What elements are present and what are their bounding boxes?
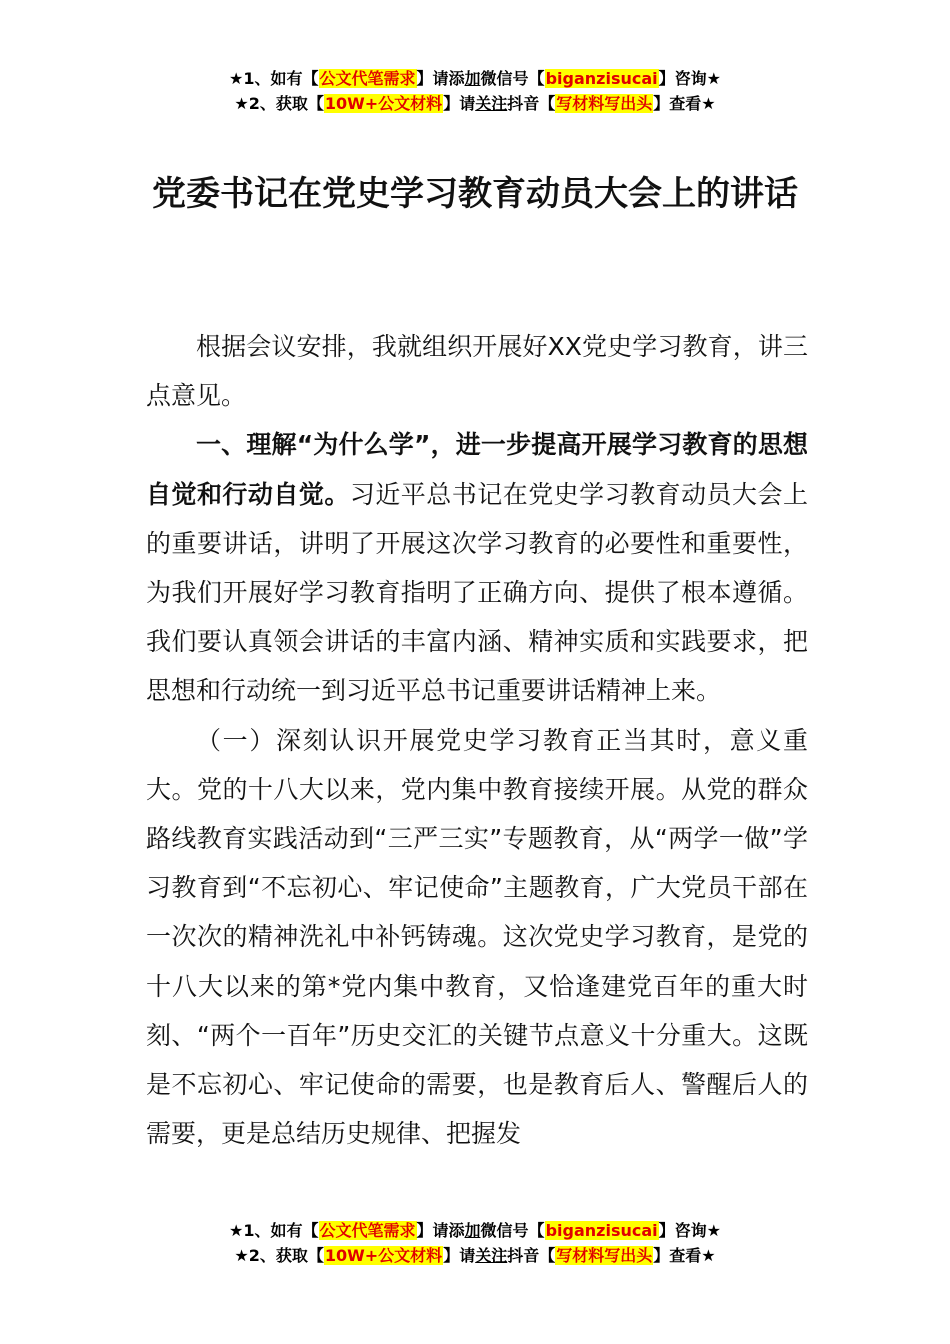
promo-text: ★2、获取【 <box>234 94 324 113</box>
promo-highlight: 10W+公文材料 <box>324 94 443 113</box>
promo-highlight: 写材料写出头 <box>556 94 653 113</box>
promo-highlight: biganzisucai <box>545 69 658 88</box>
paragraph <box>146 322 808 420</box>
paragraph <box>146 716 808 1159</box>
paragraph-text: 习近平总书记在党史学习教育动员大会上的重要讲话，讲明了开展这次学习教育的必要性和重要性，为我们开展好学习教育指明了正确方向、提供了根本遵循。我们要认真领会讲话的丰富内涵、精神实质和实践要求，把思想和行动统一到习近平总书记重要讲话精神上来。 <box>146 479 808 706</box>
promo-line-1 <box>0 66 950 91</box>
promo-underline: 加 <box>464 69 481 88</box>
promo-line-2 <box>0 1243 950 1268</box>
promo-text: 抖音【 <box>507 94 556 113</box>
promo-highlight: 公文代笔需求 <box>319 1221 416 1240</box>
promo-text: 微信号【 <box>480 69 545 88</box>
promo-text: 】请 <box>443 1246 476 1265</box>
promo-text: 】查看★ <box>653 1246 716 1265</box>
paragraph-heading: 一、理解“为什么学”，进一步提高开展学习教育的思想自觉和行动自觉。 <box>146 430 808 509</box>
promo-line-1 <box>0 1218 950 1243</box>
promo-text: 抖音【 <box>507 1246 556 1265</box>
promo-text: 】请 <box>443 94 476 113</box>
promo-text: 】查看★ <box>653 94 716 113</box>
promo-highlight: 写材料写出头 <box>556 1246 653 1265</box>
promo-text: ★2、获取【 <box>234 1246 324 1265</box>
promo-highlight: 公文代笔需求 <box>319 69 416 88</box>
promo-text: ★1、如有【 <box>229 69 319 88</box>
promo-text: 】请添 <box>416 1221 465 1240</box>
promo-text: ★1、如有【 <box>229 1221 319 1240</box>
promo-text: 】咨询★ <box>658 1221 721 1240</box>
document-title: 党委书记在党史学习教育动员大会上的讲话 <box>152 174 798 214</box>
paragraph-text: 根据会议安排，我就组织开展好XX党史学习教育，讲三点意见。 <box>146 332 808 411</box>
promo-underline: 关注 <box>475 1246 508 1265</box>
header-promo-banner <box>0 66 950 116</box>
promo-text: 】咨询★ <box>658 69 721 88</box>
promo-underline: 关注 <box>475 94 508 113</box>
paragraph <box>146 420 808 715</box>
promo-highlight: biganzisucai <box>545 1221 658 1240</box>
promo-underline: 加 <box>464 1221 481 1240</box>
paragraph-text: （一）深刻认识开展党史学习教育正当其时，意义重大。党的十八大以来，党内集中教育接续开展。从党的群众路线教育实践活动到“三严三实”专题教育，从“两学一做”学习教育到“不忘初心、牢记使命”主题教育，广大党员干部在一次次的精神洗礼中补钙铸魂。这次党史学习教育，是党的十八大以来的第*党内集中教育，又恰逢建党百年的重大时刻、“两个一百年”历史交汇的关键节点意义十分重大。这既是不忘初心、牢记使命的需要，也是教育后人、警醒后人的需要，更是总结历史规律、把握发 <box>146 725 808 1149</box>
footer-promo-banner <box>0 1218 950 1268</box>
promo-text: 】请添 <box>416 69 465 88</box>
promo-line-2 <box>0 91 950 116</box>
promo-highlight: 10W+公文材料 <box>324 1246 443 1265</box>
promo-text: 微信号【 <box>480 1221 545 1240</box>
document-body <box>146 322 808 1158</box>
